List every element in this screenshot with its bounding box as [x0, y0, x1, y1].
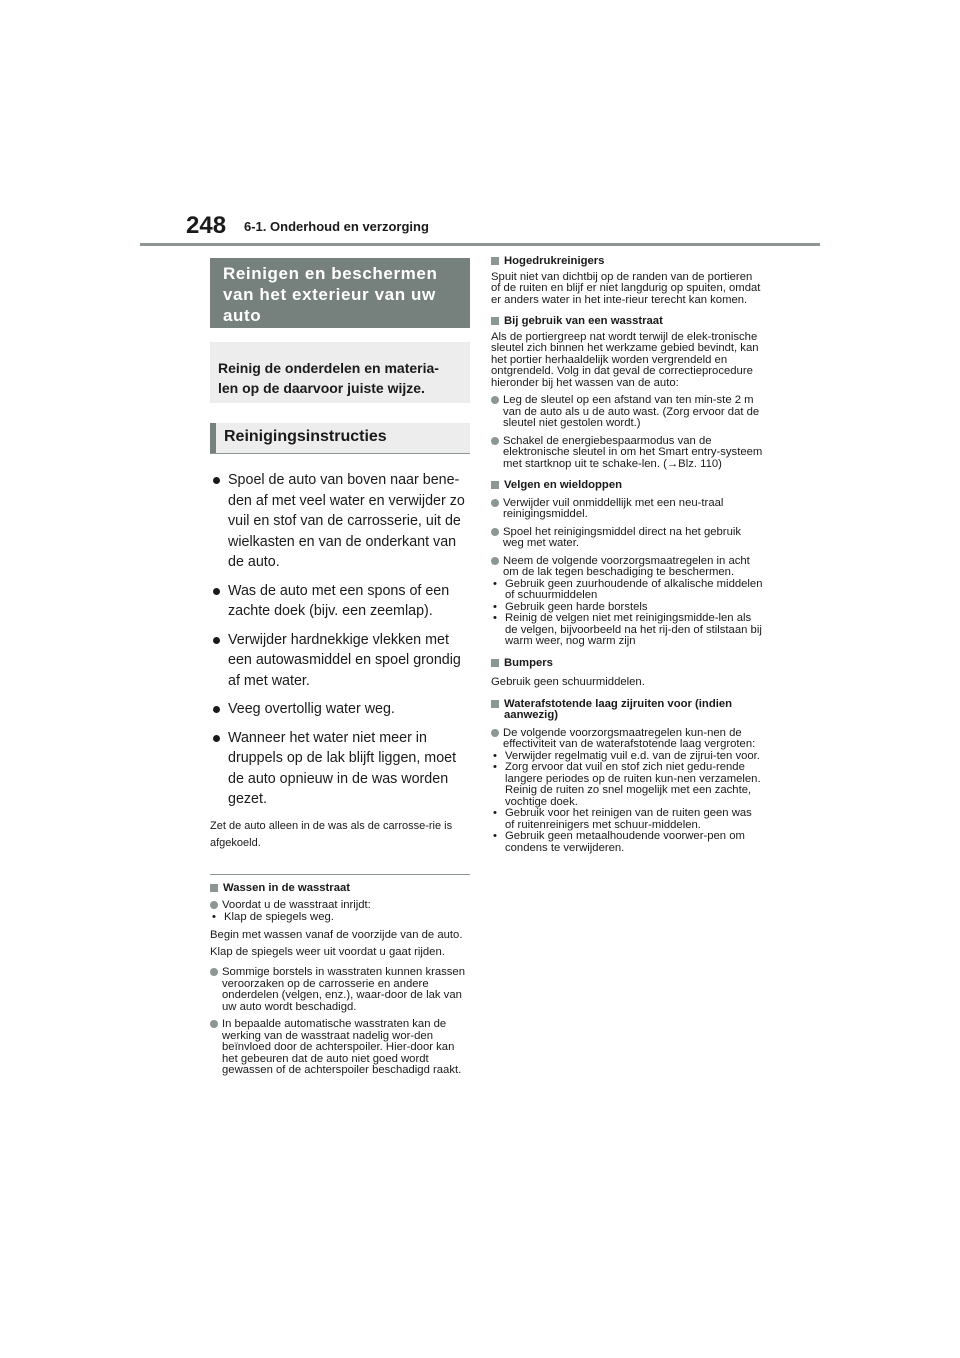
bullet-icon: [213, 477, 220, 484]
wheels-note-3: Neem de volgende voorzorgsmaatregelen in acht om de lak tegen beschadiging te beschermen.: [491, 556, 763, 579]
wash-dash-list: [210, 912, 470, 924]
circle-bullet-icon: [491, 437, 499, 445]
circle-bullet-icon: [210, 1020, 218, 1028]
dash-item: • Gebruik geen zuurhoudende of alkalische middelen of schuurmiddelen: [491, 579, 763, 602]
bumpers-section: [491, 658, 763, 689]
dash-item: • Zorg ervoor dat vuil en stof zich niet gedu-rende langere periodes op de ruiten kun-nen verzamelen. Reinig de ruiten zo snel mogelijk met een zachte, vochtige doek.: [491, 762, 763, 808]
subheading: [210, 423, 470, 454]
wash-note-1: [210, 900, 470, 912]
square-bullet-icon: [491, 481, 499, 489]
circle-bullet-icon: [210, 901, 218, 909]
divider: [210, 874, 470, 875]
coating-note-1: De volgende voorzorgsmaatregelen kun-nen de effectiviteit van de waterafstotende laag vergroten:: [491, 728, 763, 751]
coating-section: [491, 699, 763, 855]
bumpers-paragraph: Gebruik geen schuurmiddelen.: [491, 676, 645, 688]
high-pressure-heading: Hogedrukreinigers: [491, 256, 763, 268]
list-item: [210, 470, 470, 573]
wheels-heading: Velgen en wieldoppen: [491, 480, 763, 492]
wash-note-2: Sommige borstels in wasstraten kunnen krassen veroorzaken op de carrosserie en andere onderdelen (velgen, enz.), waar-door de lak van uw auto wordt beschadigd.: [210, 967, 470, 1013]
high-pressure-paragraph: Spuit niet van dichtbij op de randen van de portieren of de ruiten en blijf er niet langdurig op spuiten, omdat er anders water in het inte-rieur terecht kan komen.: [491, 270, 761, 306]
list-item-text: Wanneer het water niet meer in druppels op de lak blijft liggen, moet de auto opnieuw in de was worden gezet.: [228, 729, 457, 807]
carwash-section: [491, 316, 763, 470]
high-pressure-section: [491, 256, 763, 306]
circle-bullet-icon: [210, 968, 218, 976]
wash-paragraph: Begin met wassen vanaf de voorzijde van de auto. Klap de spiegels weer uit voordat u gaat rijden.: [210, 929, 463, 958]
bullet-icon: [213, 735, 220, 742]
wash-note-1-text: Voordat u de wasstraat inrijdt:: [222, 899, 371, 911]
carwash-paragraph: Als de portiergreep nat wordt terwijl de elek-tronische sleutel zich binnen het werkzame gebied bevindt, kan het portier herhaaldelijk worden vergrendeld en ontgrendeld. Volg in dat geval de correctieprocedure hieronder bij het wassen van de auto:: [491, 330, 759, 389]
dash-item: • Reinig de velgen niet met reinigingsmidde-len als de velgen, bijvoorbeeld na het rij-den of stilstaan bij warm weer, nog warm zijn: [491, 613, 763, 648]
carwash-note-1: Leg de sleutel op een afstand van ten min-ste 2 m van de auto als u de auto wast. (Zorg ervoor dat de sleutel niet gestolen wordt.): [491, 395, 763, 430]
dash-item: • Gebruik voor het reinigen van de ruiten geen was of ruitenreinigers met schuur-middelen.: [491, 808, 763, 831]
bullet-icon: [213, 706, 220, 713]
cooling-note: Zet de auto alleen in de was als de carrosse-rie is afgekoeld.: [210, 819, 453, 849]
list-item: [210, 630, 470, 692]
section-title: Reinigen en beschermen van het exterieur van uw auto: [210, 258, 470, 328]
square-bullet-icon: [491, 659, 499, 667]
dash-item: • Klap de spiegels weg.: [210, 912, 470, 924]
coating-heading: Waterafstotende laag zijruiten voor (indien aanwezig): [491, 699, 763, 722]
wheels-note-2: Spoel het reinigingsmiddel direct na het gebruik weg met water.: [491, 527, 763, 550]
bumpers-heading: Bumpers: [491, 658, 763, 670]
wheels-note-1: Verwijder vuil onmiddellijk met een neu-traal reinigingsmiddel.: [491, 498, 763, 521]
wash-section: [210, 883, 470, 1077]
list-item-text: Verwijder hardnekkige vlekken met een autowasmiddel en spoel grondig af met water.: [228, 631, 461, 689]
dash-item: • Gebruik geen harde borstels: [491, 602, 763, 614]
circle-bullet-icon: [491, 499, 499, 507]
page-number: 248: [186, 212, 227, 239]
carwash-heading: Bij gebruik van een wasstraat: [491, 316, 763, 328]
right-column: [491, 256, 763, 854]
list-item: [210, 699, 470, 720]
dash-item: • Verwijder regelmatig vuil e.d. van de zijrui-ten voor.: [491, 751, 763, 763]
header-rule: [140, 243, 820, 246]
wheels-dash-list: [491, 579, 763, 648]
list-item-text: Was de auto met een spons of een zachte doek (bijv. een zeemlap).: [228, 582, 450, 619]
circle-bullet-icon: [491, 396, 499, 404]
bullet-icon: [213, 588, 220, 595]
list-item: [210, 581, 470, 622]
wash-note-3: In bepaalde automatische wasstraten kan de werking van de wasstraat nadelig wor-den beïnvloed door de achterspoiler. Hier-door kan het gebeuren dat de auto niet goed wordt gewassen of de achterspoiler beschadigd raakt.: [210, 1019, 470, 1077]
dash-item: • Gebruik geen metaalhoudende voorwer-pen om condens te verwijderen.: [491, 831, 763, 854]
circle-bullet-icon: [491, 528, 499, 536]
list-item-text: Veeg overtollig water weg.: [228, 701, 395, 717]
wheels-section: [491, 480, 763, 648]
list-item-text: Spoel de auto van boven naar bene-den af met veel water en verwijder zo vuil en stof van de carrosserie, uit de wielkasten en van de onderkant van de auto.: [228, 472, 465, 570]
square-bullet-icon: [491, 700, 499, 708]
bullet-icon: [213, 637, 220, 644]
list-item: [210, 728, 470, 810]
left-column: [210, 258, 470, 1077]
square-bullet-icon: [491, 317, 499, 325]
circle-bullet-icon: [491, 557, 499, 565]
section-reference: 6-1. Onderhoud en verzorging: [244, 219, 429, 234]
intro-box: Reinig de onderdelen en materia-len op de daarvoor juiste wijze.: [210, 342, 470, 403]
subheading-text: Reinigingsinstructies: [224, 428, 387, 445]
carwash-note-2: Schakel de energiebespaarmodus van de elektronische sleutel in om het Smart entry-systeem met startknop uit te schake-len. (→Blz. 110): [491, 436, 763, 471]
square-bullet-icon: [210, 884, 218, 892]
square-bullet-icon: [491, 257, 499, 265]
circle-bullet-icon: [491, 729, 499, 737]
instruction-list: [210, 470, 470, 810]
coating-dash-list: [491, 751, 763, 855]
wash-heading: Wassen in de wasstraat: [210, 883, 470, 895]
